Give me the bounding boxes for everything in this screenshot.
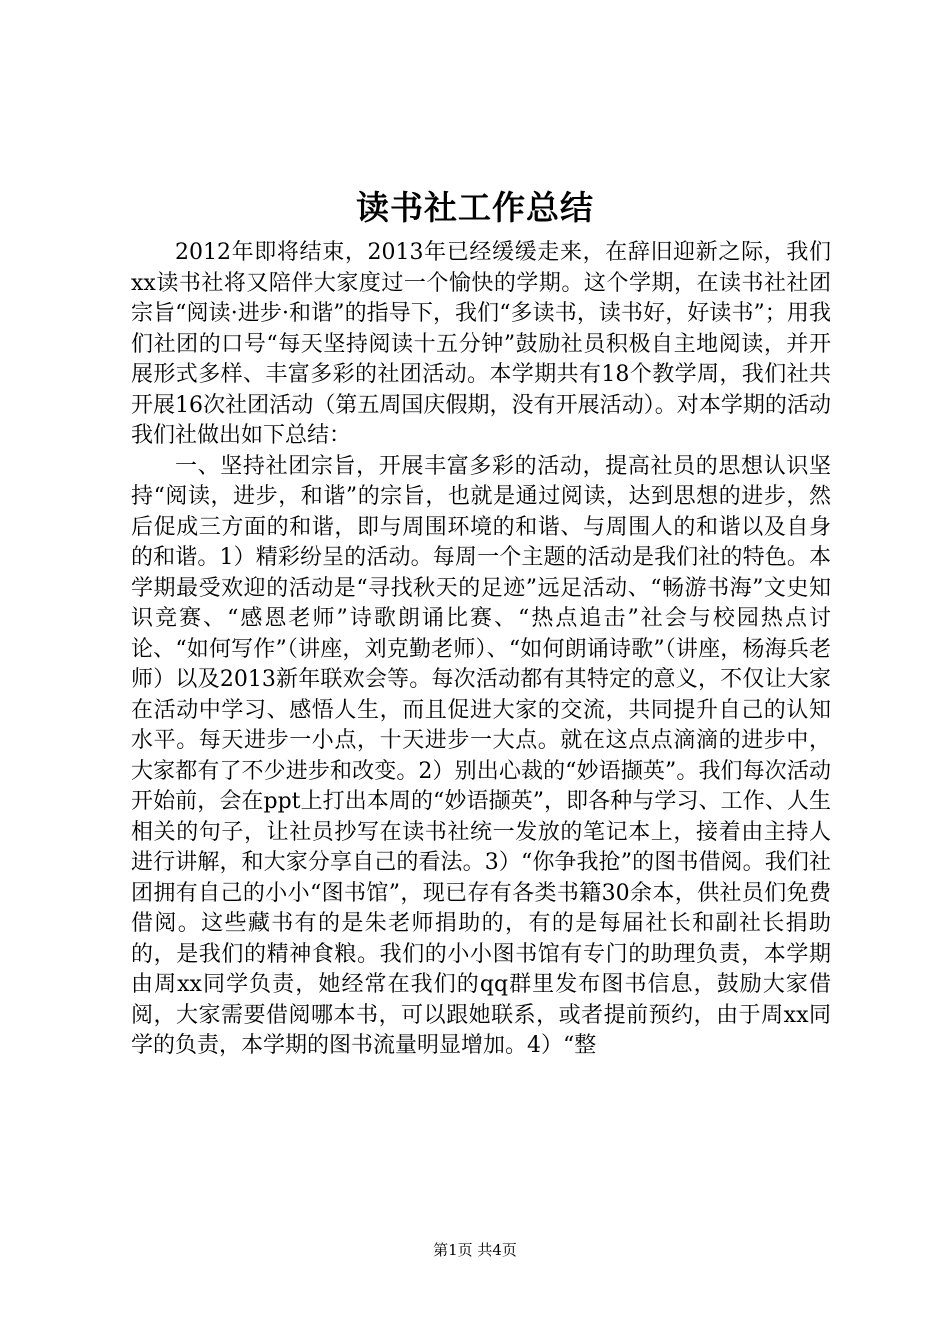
document-body — [131, 238, 831, 1062]
paragraph-intro: 2012年即将结束，2013年已经缓缓走来，在辞旧迎新之际，我们xx读书社将又陪伴大家度过一个愉快的学期。这个学期，在读书社社团宗旨“阅读·进步·和谐”的指导下，我们“多读书，读书好，好读书”；用我们社团的口号“每天坚持阅读十五分钟”鼓励社员积极自主地阅读，并开展形式多样、丰富多彩的社团活动。本学期共有18个教学周，我们社共开展16次社团活动（第五周国庆假期，没有开展活动）。对本学期的活动我们社做出如下总结： — [131, 240, 831, 448]
page-footer: 第1页 共4页 — [433, 1241, 517, 1259]
document-title: 读书社工作总结 — [356, 188, 594, 227]
paragraph-section-one: 一、坚持社团宗旨，开展丰富多彩的活动，提高社员的思想认识坚持“阅读，进步，和谐”的宗旨，也就是通过阅读，达到思想的进步，然后促成三方面的和谐，即与周围环境的和谐、与周围人的和谐以及自身的和谐。1）精彩纷呈的活动。每周一个主题的活动是我们社的特色。本学期最受欢迎的活动是“寻找秋天的足迹”远足活动、“畅游书海”文史知识竞赛、“感恩老师”诗歌朗诵比赛、“热点追击”社会与校园热点讨论、“如何写作”（讲座，刘克勤老师）、“如何朗诵诗歌”（讲座，杨海兵老师）以及2013新年联欢会等。每次活动都有其特定的意义，不仅让大家在活动中学习、感悟人生，而且促进大家的交流，共同提升自己的认知水平。每天进步一小点，十天进步一大点。就在这点点滴滴的进步中，大家都有了不少进步和改变。2）别出心裁的“妙语撷英”。我们每次活动开始前，会在ppt上打出本周的“妙语撷英”，即各种与学习、工作、人生相关的句子，让社员抄写在读书社统一发放的笔记本上，接着由主持人进行讲解，和大家分享自己的看法。3）“你争我抢”的图书借阅。我们社团拥有自己的小小“图书馆”，现已存有各类书籍30余本，供社员们免费借阅。这些藏书有的是朱老师捐助的，有的是每届社长和副社长捐助的，是我们的精神食粮。我们的小小图书馆有专门的助理负责，本学期由周xx同学负责，她经常在我们的qq群里发布图书信息，鼓励大家借阅，大家需要借阅哪本书，可以跟她联系，或者提前预约，由于周xx同学的负责，本学期的图书流量明显增加。4）“整 — [131, 453, 831, 1058]
